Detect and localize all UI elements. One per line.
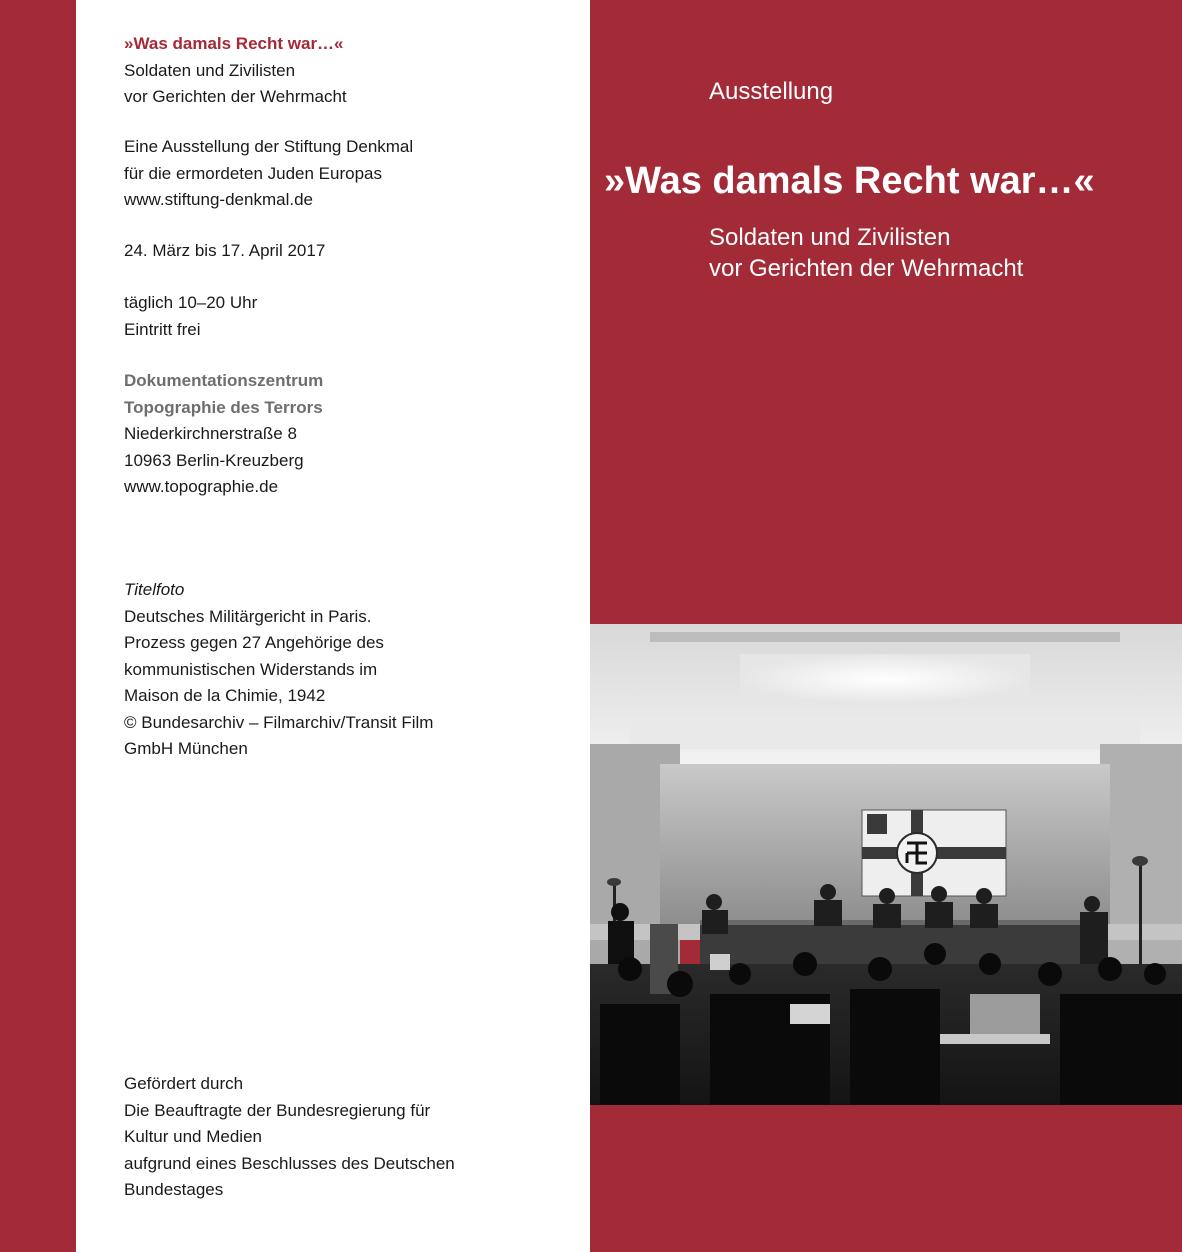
funding-line-5: Bundestages <box>124 1180 224 1199</box>
hours-block <box>124 290 564 343</box>
left-red-margin <box>0 0 76 1252</box>
venue-block <box>124 368 564 501</box>
exhibition-dates: 24. März bis 17. April 2017 <box>124 241 326 260</box>
funding-block <box>124 1071 564 1204</box>
funding-line-4: aufgrund eines Beschlusses des Deutschen <box>124 1153 455 1173</box>
venue-name-2: Topographie des Terrors <box>124 397 323 417</box>
caption-line-3: kommunistischen Widerstands im <box>124 659 378 679</box>
dates-block <box>124 238 564 265</box>
organizer-line-2: für die ermordeten Juden Europas <box>124 163 382 183</box>
organizer-url[interactable]: www.stiftung-denkmal.de <box>124 190 313 209</box>
cover-subtitle-line-2: vor Gerichten der Wehrmacht <box>709 255 1024 282</box>
caption-line-4: Maison de la Chimie, 1942 <box>124 686 326 705</box>
cover-subtitle-line-1: Soldaten und Zivilisten <box>709 224 951 251</box>
venue-city: 10963 Berlin-Kreuzberg <box>124 450 304 470</box>
caption-line-1: Deutsches Militärgericht in Paris. <box>124 606 372 626</box>
courtroom-photo <box>590 624 1182 1105</box>
venue-street: Niederkirchnerstraße 8 <box>124 424 297 443</box>
subtitle-line-2: vor Gerichten der Wehrmacht <box>124 87 347 106</box>
organizer-line-1: Eine Ausstellung der Stiftung Denkmal <box>124 137 414 156</box>
cover-subtitle <box>709 222 1023 284</box>
organizer-block <box>124 134 564 214</box>
exhibition-title-small: »Was damals Recht war…« <box>124 34 344 53</box>
funding-line-1: Gefördert durch <box>124 1074 244 1093</box>
funding-line-3: Kultur und Medien <box>124 1127 262 1146</box>
opening-hours: täglich 10–20 Uhr <box>124 293 258 312</box>
venue-url[interactable]: www.topographie.de <box>124 477 279 496</box>
caption-line-2: Prozess gegen 27 Angehörige des <box>124 633 384 652</box>
photo-caption-block <box>124 577 564 763</box>
caption-heading: Titelfoto <box>124 580 185 599</box>
caption-credit-1: © Bundesarchiv – Filmarchiv/Transit Film <box>124 712 434 732</box>
admission: Eintritt frei <box>124 319 201 339</box>
caption-credit-2: GmbH München <box>124 739 248 758</box>
subtitle-line-1: Soldaten und Zivilisten <box>124 60 296 80</box>
funding-line-2: Die Beauftragte der Bundesregierung für <box>124 1100 431 1120</box>
cover-kicker: Ausstellung <box>709 78 834 105</box>
venue-name-1: Dokumentationszentrum <box>124 371 324 390</box>
title-block <box>124 31 564 111</box>
cover-title: »Was damals Recht war…« <box>604 160 1095 202</box>
